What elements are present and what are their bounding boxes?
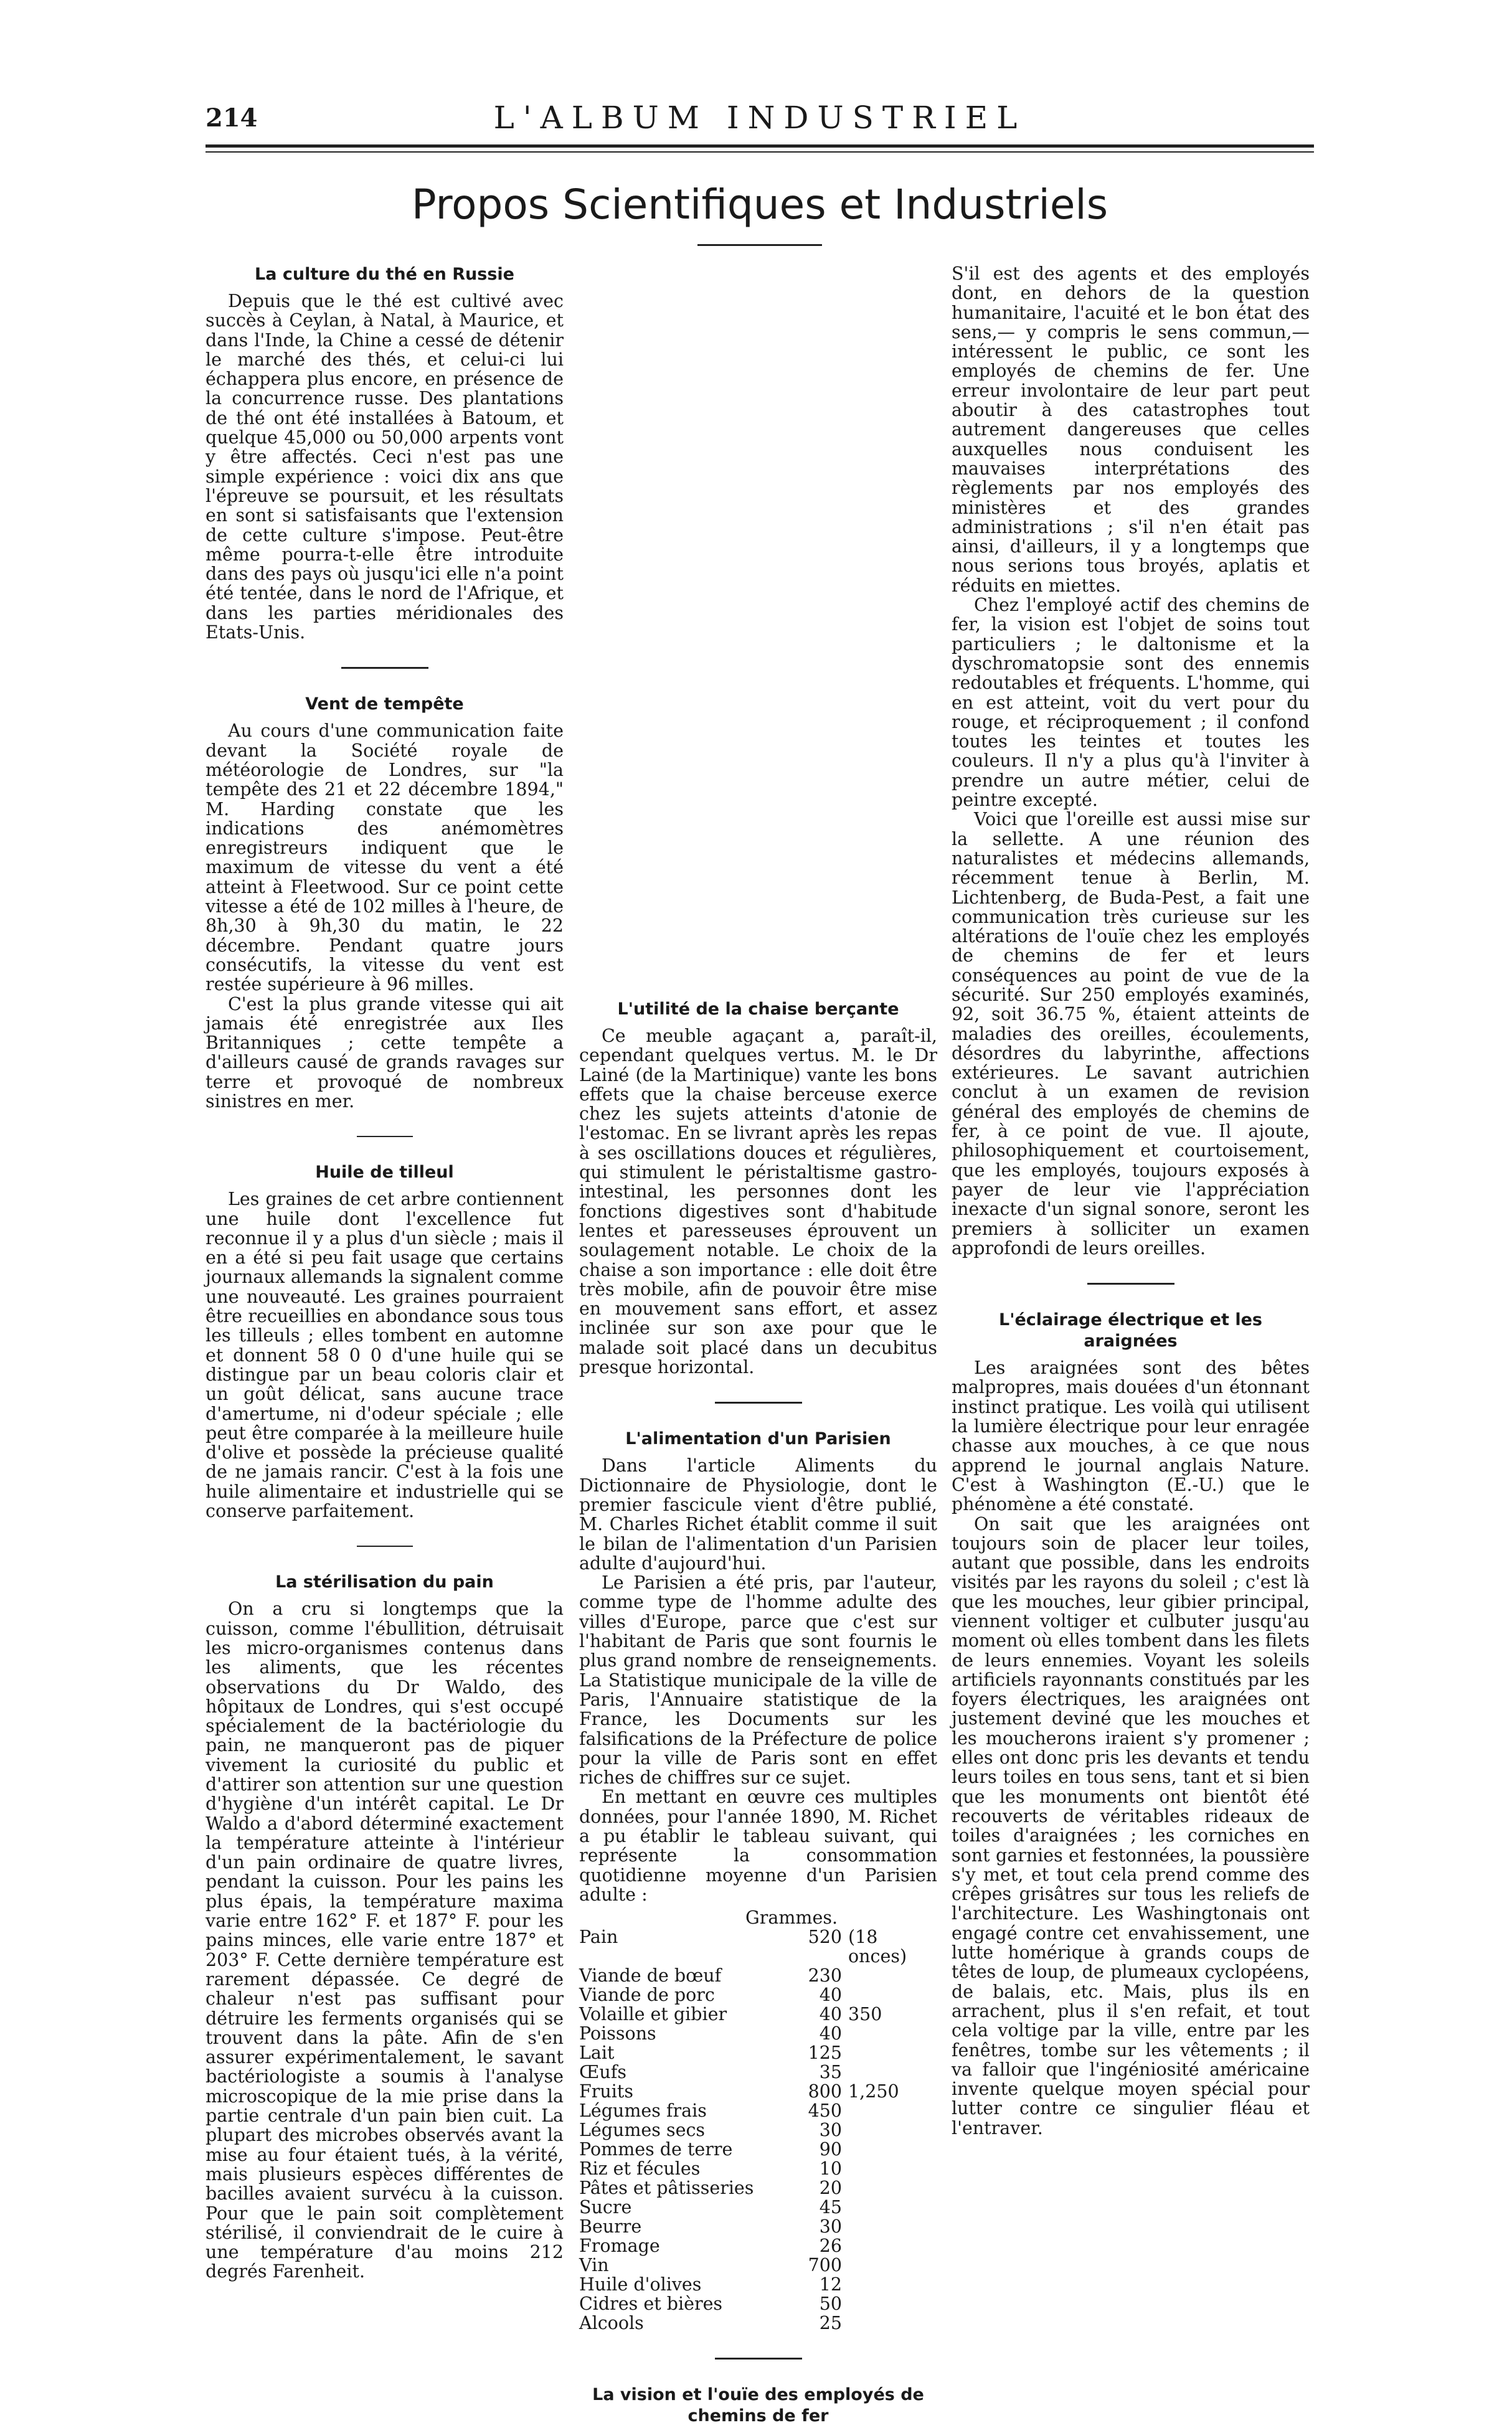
paragraph: C'est la plus grande vitesse qui ait jamais été enregistrée aux Iles Britanniques ; cette tempête a d'ailleurs causé de grands ravages sur terre et provoqué de nombreux sinistres en mer. (206, 993, 564, 1112)
section-divider (341, 667, 428, 669)
food-name: Beurre (579, 2216, 642, 2237)
column-2 (579, 264, 937, 2433)
table-row (579, 2236, 937, 2256)
table-row (579, 2101, 937, 2120)
food-grams: 35 (819, 2062, 842, 2083)
group-total (842, 2198, 937, 2217)
section-title-pain: La stérilisation du pain (275, 1572, 494, 1592)
group-total (842, 2140, 937, 2159)
food-name: Pain (579, 1927, 618, 1948)
ration-table-body (579, 1927, 937, 2333)
food-name: Œufs (579, 2062, 626, 2083)
running-title: L'ALBUM INDUSTRIEL (493, 100, 1026, 136)
column-3 (952, 264, 1310, 2138)
food-name: Vin (579, 2255, 609, 2276)
food-grams: 800 (808, 2081, 842, 2102)
food-grams: 26 (819, 2236, 842, 2257)
paragraph: Ce meuble agaçant a, paraît-il, cependant quelques vertus. M. le Dr Lainé (de la Martinique) vante les bons effets que la chaise berceuse exerce chez les sujets atteints d'atonie de l'estomac. En se livrant après les repas à ses oscillations douces et régulières, qui stimulent le péristaltisme gastro-intestinal, les personnes dont les fonctions digestives sont d'habitude lentes et paresseuses éprouvent un soulagement notable. Le choix de la chaise a son importance : elle doit être très mobile, afin de pouvoir être mise en mouvement sans effort, et assez inclinée sur son axe pour que le malade soit placé dans un decubitus presque horizontal. (579, 1026, 937, 1378)
page-title: Propos Scientifiques et Industriels (411, 181, 1108, 229)
food-grams: 40 (819, 2023, 842, 2044)
group-total: 350 (848, 2004, 882, 2025)
food-name: Volaille et gibier (579, 2004, 727, 2025)
food-name: Fromage (579, 2236, 660, 2257)
group-total: 1,250 (848, 2081, 899, 2102)
food-grams: 520 (808, 1927, 842, 1948)
header-rule-thin (206, 151, 1314, 153)
title-rule (697, 244, 822, 246)
paragraph: Chez l'employé actif des chemins de fer, la vision est l'objet de soins tout particuliers ; le daltonisme et la dyschromatopsie sont des ennemis redoutables et fréquents. L'homme, qui en est atteint, voit du vert pour du rouge, et réciproquement ; il confond toutes les teintes et toutes les couleurs. Il n'y a plus qu'à l'inviter à prendre un autre métier, celui de peintre excepté. (952, 595, 1310, 811)
paragraph: Le Parisien a été pris, par l'auteur, comme type de l'homme adulte des villes d'Europe, parce que c'est sur l'habitant de Paris que sont fournis le plus grand nombre de renseignements. La Statistique municipale de la ville de Paris, l'Annuaire statistique de la France, les Documents sur les falsifications de la Préfecture de police pour la ville de Paris sont en effet riches de chiffres sur ce sujet. (579, 1572, 937, 1788)
food-name: Pâtes et pâtisseries (579, 2178, 754, 2199)
table-row (579, 2256, 937, 2275)
section-divider (357, 1546, 413, 1547)
food-grams: 12 (819, 2274, 842, 2295)
section-divider (715, 2358, 802, 2360)
group-total (842, 2062, 937, 2082)
ration-table-head: Grammes. (745, 1907, 838, 1929)
group-total (842, 2120, 937, 2140)
page-number: 214 (206, 103, 258, 133)
paragraph: S'il est des agents et des employés dont, en dehors de la question humanitaire, l'acuité et le bon état des sens,— y compris le sens commun,—intéressent le public, ce sont les employés de chemins de fer. Une erreur involontaire de leur part peut aboutir à des catastrophes tout autrement dangereuses que celles auxquelles nous conduisent les mauvaises interprétations des règlements par nos employés des ministères et des grandes administrations ; s'il n'en était pas ainsi, d'ailleurs, il y a longtemps que nous serions tous broyés, aplatis et réduits en miettes. (952, 263, 1310, 596)
section-title-the: La culture du thé en Russie (255, 265, 514, 284)
food-name: Sucre (579, 2197, 632, 2218)
food-grams: 10 (819, 2158, 842, 2180)
food-name: Légumes secs (579, 2120, 706, 2141)
section-title-tilleul: Huile de tilleul (315, 1163, 454, 1183)
table-row (579, 2275, 937, 2294)
group-total (842, 2178, 937, 2198)
food-grams: 20 (819, 2178, 842, 2199)
group-total (842, 2313, 937, 2333)
food-grams: 450 (808, 2100, 842, 2122)
section-title-parisien: L'alimentation d'un Parisien (625, 1429, 891, 1449)
food-name: Huile d'olives (579, 2274, 702, 2295)
section-divider (715, 1402, 802, 1404)
section-title-vision: La vision et l'ouïe des employés de chemins de fer (592, 2385, 924, 2426)
paragraph: Les graines de cet arbre contiennent une huile dont l'excellence fut reconnue il y a plus d'un siècle ; mais il en a été si peu fait usage que certains journaux allemands la signalent comme une nouveauté. Les graines pourraient être recueillies en abondance sous tous les tilleuls ; elles tombent en automne et donnent 58 0 0 d'une huile qui se distingue par un beau coloris clair et un goût délicat, sans aucune trace d'amertume, ni d'odeur spéciale ; elle peut être comparée à la meilleure huile d'olive et possède la précieuse qualité de ne jamais rancir. C'est à la fois une huile alimentaire et industrielle qui se conserve parfaitement. (206, 1189, 564, 1522)
paragraph: En mettant en œuvre ces multiples données, pour l'année 1890, M. Richet a pu établir le tableau suivant, qui représente la consommation quotidienne moyenne d'un Parisien adulte : (579, 1787, 937, 1905)
food-name: Viande de bœuf (579, 1965, 722, 1987)
table-row (579, 1985, 937, 2005)
food-grams: 230 (808, 1965, 842, 1987)
group-total (842, 2294, 937, 2313)
group-total (842, 2024, 937, 2043)
group-total (842, 2256, 937, 2275)
group-total (842, 1985, 937, 2005)
running-header (206, 100, 1314, 137)
food-grams: 90 (819, 2139, 842, 2160)
table-row (579, 2217, 937, 2236)
group-total (842, 1966, 937, 1985)
section-title-vent: Vent de tempête (305, 694, 464, 714)
table-row (579, 2313, 937, 2333)
paragraph: Les araignées sont des bêtes malpropres, mais douées d'un étonnant instinct pratique. Les voilà qui utilisent la lumière électrique pour leur enragée chasse aux mouches, à ce que nous apprend le journal anglais Nature. C'est à Washington (E.-U.) que le phénomène a été constaté. (952, 1358, 1310, 1515)
group-total: (18 onces) (848, 1927, 907, 1967)
food-name: Poissons (579, 2023, 656, 2044)
group-total (842, 2101, 937, 2120)
food-grams: 40 (819, 1985, 842, 2006)
paragraph: Depuis que le thé est cultivé avec succès à Ceylan, à Natal, à Maurice, et dans l'Inde, la Chine a cessé de détenir le marché des thés, et celui-ci lui échappera plus encore, en présence de la concurrence russe. Des plantations de thé ont été installées à Batoum, et quelque 45,000 ou 50,000 arpents vont y être affectés. Ceci n'est pas une simple expérience : voici dix ans que l'épreuve se poursuit, et les résultats en sont si satisfaisants que l'extension de cette culture s'impose. Peut-être même pourra-t-elle être introduite dans des pays où jusqu'ici elle n'a point été tentée, dans le nord de l'Afrique, et dans les parties méridionales des Etats-Unis. (206, 291, 564, 643)
table-row (579, 2140, 937, 2159)
food-name: Pommes de terre (579, 2139, 733, 2160)
table-row (579, 2082, 937, 2101)
table-row (579, 2294, 937, 2313)
table-row (579, 2159, 937, 2178)
food-name: Fruits (579, 2081, 633, 2102)
group-total (842, 2275, 937, 2294)
group-total (842, 2217, 937, 2236)
food-name: Riz et fécules (579, 2158, 701, 2180)
group-total (842, 2043, 937, 2062)
food-grams: 125 (808, 2043, 842, 2064)
food-grams: 45 (819, 2197, 842, 2218)
section-divider (357, 1136, 413, 1137)
paragraph: Dans l'article Aliments du Dictionnaire de Physiologie, dont le premier fascicule vient d'être publié, M. Charles Richet établit comme il suit le bilan de l'alimentation d'un Parisien adulte d'aujourd'hui. (579, 1455, 937, 1574)
food-grams: 50 (819, 2294, 842, 2315)
food-grams: 30 (819, 2216, 842, 2237)
food-grams: 30 (819, 2120, 842, 2141)
ration-table (579, 1908, 937, 2333)
section-title-araignees: L'éclairage électrique et les araignées (999, 1310, 1262, 1351)
group-total (842, 2159, 937, 2178)
paragraph: On sait que les araignées ont toujours soin de placer leur toiles, autant que possible, dans les endroits visités par les rayons du soleil ; c'est là que les mouches, leur gibier principal, viennent voltiger et culbuter jusqu'au moment où elles tombent dans les filets de leurs ennemies. Voyant les soleils artificiels rayonnants constitués par les foyers électriques, les araignées ont justement deviné que les mouches et les moucherons iraient s'y promener ; elles ont donc pris les devants et tendu leurs toiles en tous sens, tant et si bien que les monuments ont bientôt été recouverts de véritables rideaux de toiles d'araignées ; les corniches en sont garnies et festonnées, la poussière s'y met, et tout cela prend comme des crêpes grisâtres sur tous les reliefs de l'architecture. Les Washingtonais ont engagé contre cet envahissement, une lutte homérique à grands coups de têtes de loup, de plumeaux cyclopéens, de balais, etc. Mais, plus ils en arrachent, plus il s'en refait, et tout cela voltige par la ville, entre par les fenêtres, tombe sur les vêtements ; il va falloir que l'ingéniosité américaine invente quelque moyen spécial pour lutter contre ce singulier fléau et l'entraver. (952, 1513, 1310, 2138)
table-row (579, 2062, 937, 2082)
table-row (579, 1966, 937, 1985)
table-row (579, 2178, 937, 2198)
table-row (579, 1927, 937, 1966)
table-row (579, 2120, 937, 2140)
section-title-chaise: L'utilité de la chaise berçante (617, 999, 899, 1019)
food-name: Alcools (579, 2313, 644, 2334)
food-grams: 700 (808, 2255, 842, 2276)
table-row (579, 2198, 937, 2217)
header-rule-thick (206, 144, 1314, 148)
food-grams: 40 (819, 2004, 842, 2025)
paragraph: Voici que l'oreille est aussi mise sur la sellette. A une réunion des naturalistes et médecins allemands, récemment tenue à Berlin, M. Lichtenberg, de Buda-Pest, a fait une communication très curieuse sur les altérations de l'ouïe chez les employés de chemins de fer et leurs conséquences au point de vue de la sécurité. Sur 250 employés examinés, 92, soit 36.75 %, étaient atteints de maladies des oreilles, écoulements, désordres du labyrinthe, affections extérieures. Le savant autrichien conclut à un examen de revision général des employés de chemins de fer, à ce point de vue. Il ajoute, philosophiquement et courtoisement, que les employés, toujours exposés à payer de leur vie l'appréciation inexacte d'un signal sonore, seront les premiers à solliciter un examen approfondi de leurs oreilles. (952, 809, 1310, 1259)
table-row (579, 2005, 937, 2024)
group-total (842, 2236, 937, 2256)
food-name: Viande de porc (579, 1985, 715, 2006)
food-grams: 25 (819, 2313, 842, 2334)
table-row (579, 2024, 937, 2043)
table-row (579, 2043, 937, 2062)
food-name: Lait (579, 2043, 615, 2064)
paragraph: Au cours d'une communication faite devant la Société royale de météorologie de Londres, sur "la tempête des 21 et 22 décembre 1894," M. Harding constate que les indications des anémomètres enregistreurs indiquent que le maximum de vitesse du vent a été atteint à Fleetwood. Sur ce point cette vitesse a été de 102 milles à l'heure, de 8h,30 à 9h,30 du matin, le 22 décembre. Pendant quatre jours consécutifs, la vitesse du vent est restée supérieure à 96 milles. (206, 720, 564, 995)
column-1 (206, 264, 564, 2282)
paragraph: On a cru si longtemps que la cuisson, comme l'ébullition, détruisait les micro-organismes contenus dans les aliments, que les récentes observations du Dr Waldo, des hôpitaux de Londres, qui s'est occupé spécialement de la bactériologie du pain, ne manqueront pas de piquer vivement la curiosité du public et d'attirer son attention sur une question d'hygiène d'un intérêt capital. Le Dr Waldo a d'abord déterminé exactement la température atteinte à l'intérieur d'un pain ordinaire de quatre livres, pendant la cuisson. Pour les pains les plus épais, la température maxima varie entre 162° F. et 187° F. pour les pains minces, elle varie entre 187° et 203° F. Cette dernière température est rarement dépassée. Ce degré de chaleur n'est pas suffisant pour détruire les ferments organisés qui se trouvent dans la pâte. Afin de s'en assurer expérimentalement, le savant bactériologiste a soumis à l'analyse microscopique de la mie prise dans la partie centrale d'un pain bien cuit. La plupart des microbes observés avant la mise au four étaient tués, à la vérité, mais plusieurs espèces différentes de bacilles avaient survécu à la cuisson. Pour que le pain soit complètement stérilisé, il conviendrait de le cuire à une température d'au moins 212 degrés Farenheit. (206, 1599, 564, 2282)
section-divider (1087, 1283, 1174, 1285)
food-name: Cidres et bières (579, 2294, 723, 2315)
food-name: Légumes frais (579, 2100, 707, 2122)
